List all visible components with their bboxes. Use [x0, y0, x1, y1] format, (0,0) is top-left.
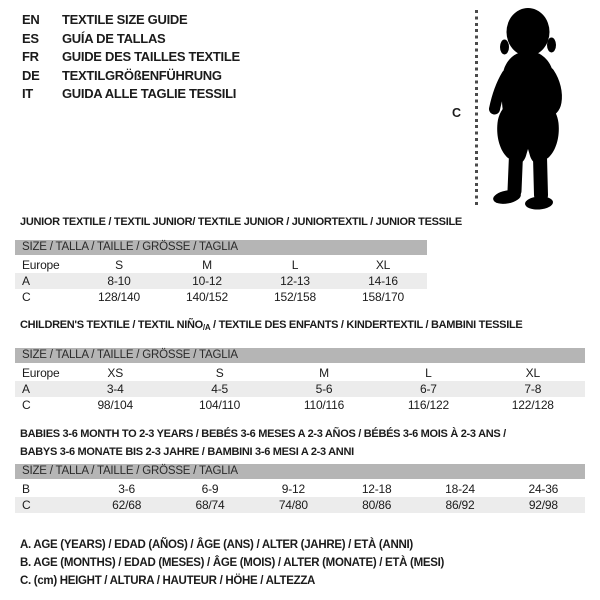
table-cell: 158/170	[362, 290, 404, 304]
table-cell: 5-6	[315, 382, 333, 396]
table-row-height	[15, 397, 585, 413]
table-cell: 104/110	[199, 398, 241, 412]
table-cell: 8-10	[107, 274, 131, 288]
row-label: A	[22, 382, 30, 396]
heading-line-2: BABYS 3-6 MONATE BIS 2-3 JAHRE / BAMBINI 3-6 MESI A 2-3 ANNI	[20, 445, 354, 458]
table-cell: 80/86	[362, 498, 392, 512]
language-row	[22, 30, 240, 49]
table-row-height	[15, 497, 585, 513]
table-cell: XL	[525, 366, 540, 380]
table-cell: M	[319, 366, 329, 380]
table-row-europe	[15, 365, 585, 381]
language-code: IT	[22, 86, 33, 101]
table-header-band: SIZE / TALLA / TAILLE / GRÖSSE / TAGLIA	[15, 348, 585, 363]
language-title-block	[22, 11, 240, 104]
table-cell: 3-4	[106, 382, 124, 396]
table-cell: 12-13	[280, 274, 310, 288]
language-title: GUIDA ALLE TAGLIE TESSILI	[62, 86, 237, 101]
table-cell: 24-36	[528, 482, 559, 496]
language-code: ES	[22, 30, 39, 46]
table-cell: S	[215, 366, 224, 380]
legend-line-a: A. AGE (YEARS) / EDAD (AÑOS) / ÂGE (ANS) / ALTER (JAHRE) / ETÀ (ANNI)	[20, 539, 413, 551]
legend-line-b: B. AGE (MONTHS) / EDAD (MESES) / ÂGE (MOIS) / ALTER (MONATE) / ETÀ (MESI)	[20, 557, 445, 569]
table-row-age	[15, 381, 585, 397]
babies-size-table	[15, 464, 585, 513]
table-cell: 18-24	[445, 482, 475, 496]
row-label: A	[22, 274, 30, 288]
row-label: Europe	[22, 366, 60, 380]
table-cell: 12-18	[361, 482, 392, 496]
language-title: GUÍA DE TALLAS	[62, 30, 166, 46]
table-cell: S	[115, 258, 123, 272]
row-label: B	[22, 482, 30, 496]
language-code: EN	[22, 12, 40, 27]
table-cell: 98/104	[97, 398, 133, 412]
table-row-months	[15, 481, 585, 497]
height-marker-label: C	[452, 106, 462, 120]
table-header-band: SIZE / TALLA / TAILLE / GRÖSSE / TAGLIA	[15, 240, 427, 255]
heading-text: CHILDREN'S TEXTILE / TEXTIL NIÑO	[20, 319, 203, 331]
language-code: DE	[22, 67, 40, 83]
table-header-band: SIZE / TALLA / TAILLE / GRÖSSE / TAGLIA	[15, 464, 585, 479]
heading-text: / TEXTILE DES ENFANTS / KINDERTEXTIL / BAMBINI TESSILE	[210, 319, 523, 331]
table-cell: 122/128	[511, 398, 554, 412]
table-cell: 9-12	[281, 482, 305, 496]
table-row-europe	[15, 257, 427, 273]
table-cell: 140/152	[186, 290, 228, 304]
legend-block	[20, 536, 444, 590]
heading-subscript: /A	[202, 323, 211, 332]
table-cell: 4-5	[211, 382, 228, 396]
table-row-height	[15, 289, 427, 305]
children-size-table	[15, 348, 585, 413]
language-row	[22, 48, 240, 67]
table-cell: 152/158	[274, 290, 316, 304]
table-cell: 3-6	[118, 482, 136, 496]
table-cell: M	[202, 258, 212, 272]
table-cell: XL	[375, 258, 391, 272]
table-cell: 86/92	[445, 498, 475, 512]
table-cell: 10-12	[192, 274, 222, 288]
row-label: C	[22, 498, 31, 512]
heading-line-1: BABIES 3-6 MONTH TO 2-3 YEARS / BEBÉS 3-6 MESES A 2-3 AÑOS / BÉBÉS 3-6 MOIS À 2-3 ANS /	[20, 428, 506, 440]
language-title: TEXTILGRÖßENFÜHRUNG	[62, 67, 222, 83]
table-cell: L	[291, 258, 299, 272]
table-cell: 14-16	[368, 274, 398, 288]
table-cell: 68/74	[195, 498, 225, 512]
row-label: C	[22, 398, 31, 412]
table-cell: 6-9	[201, 482, 219, 496]
language-code: FR	[22, 49, 39, 64]
row-label: C	[22, 290, 31, 304]
table-cell: 110/116	[303, 398, 345, 412]
table-cell: XS	[107, 366, 123, 380]
language-title: GUIDE DES TAILLES TEXTILE	[62, 49, 240, 64]
language-row	[22, 85, 240, 104]
table-cell: 62/68	[112, 498, 142, 512]
toddler-silhouette	[478, 5, 578, 210]
row-label: Europe	[22, 258, 60, 272]
table-cell: 92/98	[528, 498, 558, 512]
section-heading-junior: JUNIOR TEXTILE / TEXTIL JUNIOR/ TEXTILE JUNIOR / JUNIORTEXTIL / JUNIOR TESSILE	[20, 216, 462, 228]
language-row	[22, 67, 240, 86]
legend-line-c: C. (cm) HEIGHT / ALTURA / HAUTEUR / HÖHE / ALTEZZA	[20, 575, 316, 587]
table-cell: 74/80	[278, 498, 308, 512]
table-cell: 7-8	[524, 382, 542, 396]
section-heading-children	[20, 319, 522, 332]
section-heading-babies	[20, 426, 506, 461]
table-cell: 6-7	[420, 382, 437, 396]
table-cell: 116/122	[407, 398, 449, 412]
table-cell: 128/140	[98, 290, 140, 304]
table-row-age	[15, 273, 427, 289]
junior-size-table	[15, 240, 427, 305]
language-title: TEXTILE SIZE GUIDE	[62, 12, 188, 27]
table-cell: L	[425, 366, 432, 380]
language-row	[22, 11, 240, 30]
